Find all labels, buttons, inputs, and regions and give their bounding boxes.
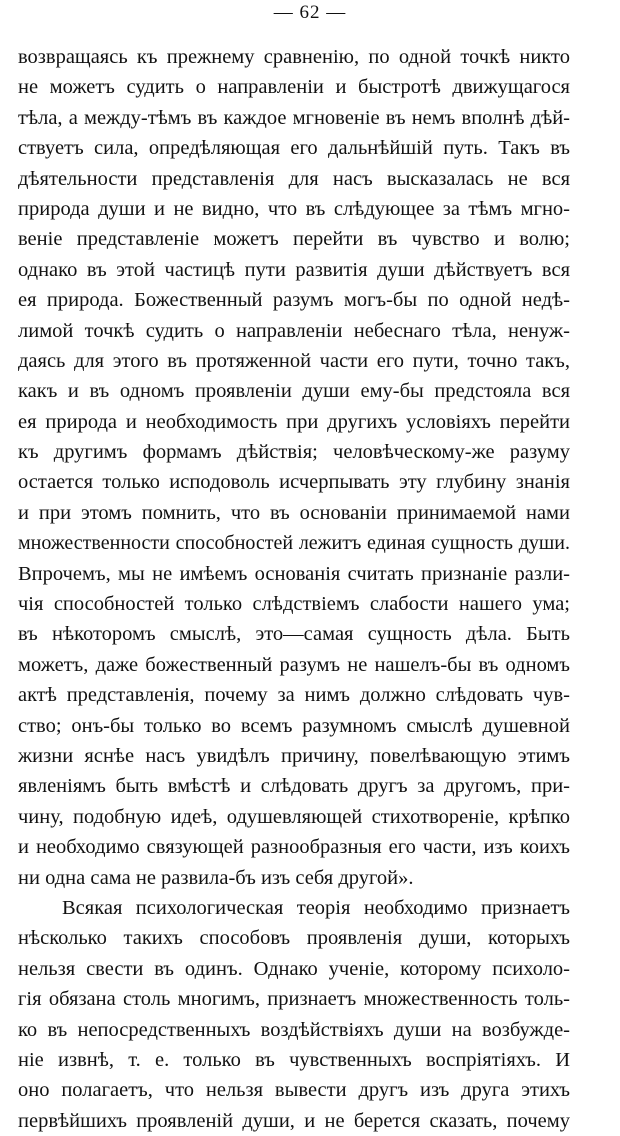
text-line: нельзя свести въ одинъ. Однако ученіе, которому психоло- [18,957,570,980]
text-line: дѣятельности представленія для насъ высказалась не вся [18,167,570,190]
page-number: — 62 — [273,2,347,23]
text-line: ствуетъ сила, опредѣляющая его дальнѣйшій путь. Такъ въ [18,137,570,160]
text-line: чину, подобную идеѣ, одушевляющей стихотвореніе, крѣпко [18,805,570,828]
text-line: Впрочемъ, мы не имѣемъ основанія считать признаніе разли- [18,562,570,585]
text-line: веніе представленіе можетъ перейти въ чувство и волю; [18,228,570,251]
text-line: нѣсколько такихъ способовъ проявленія души, которыхъ [18,927,570,950]
text-line: лимой точкѣ судить о направленіи небеснаго тѣла, ненуж- [18,319,570,342]
text-line: ни одна сама не развила-бъ изъ себя другой». [18,866,414,889]
body-text [18,42,570,1136]
text-line: ство; онъ-бы только во всемъ разумномъ смыслѣ душевной [18,714,570,737]
text-line: множественности способностей лежитъ единая сущность души. [18,532,570,555]
text-line: первѣйшихъ проявленій души, и не берется сказать, почему [18,1109,570,1132]
text-line: оно полагаетъ, что нельзя вывести другъ изъ друга этихъ [18,1079,570,1102]
text-line: можетъ, даже божественный разумъ не нашелъ-бы въ одномъ [18,653,570,676]
text-line: возвращаясь къ прежнему сравненію, по одной точкѣ никто [18,46,570,68]
text-line: природа души и не видно, что въ слѣдующее за тѣмъ мгно- [18,197,570,220]
text-line: чія способностей только слѣдствіемъ слабости нашего ума; [18,593,570,616]
text-line: ея природа и необходимость при другихъ условіяхъ перейти [18,410,570,433]
text-line: Всякая психологическая теорія необходимо признаетъ [62,896,570,919]
text-line: даясь для этого въ протяженной части его пути, точно такъ, [18,349,570,372]
text-line: и необходимо связующей разнообразныя его части, изъ коихъ [18,836,570,859]
text-line: актѣ представленія, почему за нимъ должно слѣдовать чув- [18,684,570,707]
text-line: какъ и въ одномъ проявленіи души ему-бы предстояла вся [18,380,570,403]
text-line: тѣла, а между-тѣмъ въ каждое мгновеніе въ немъ вполнѣ дѣй- [18,106,570,129]
text-line: жизни яснѣе насъ увидѣлъ причину, повелѣвающую этимъ [18,744,570,767]
text-line: однако въ этой частицѣ пути развитія души дѣйствуетъ вся [18,258,570,281]
text-line: ко въ непосредственныхъ воздѣйствіяхъ души на возбужде- [18,1018,570,1041]
text-line: и при этомъ помнить, что въ основаніи принимаемой нами [18,501,570,524]
text-line: ея природа. Божественный разумъ могъ-бы по одной недѣ- [18,289,570,312]
text-line: въ нѣкоторомъ смыслѣ, это—самая сущность дѣла. Быть [18,623,570,646]
text-line: остается только исподоволь исчерпывать эту глубину знанія [18,471,570,494]
text-line: ніе извнѣ, т. е. только въ чувственныхъ воспріятіяхъ. И [18,1048,570,1071]
text-line: не можетъ судить о направленіи и быстротѣ движущагося [18,76,570,99]
text-line: гія обязана столь многимъ, признаетъ множественность толь- [18,988,570,1011]
text-line: явленіямъ быть вмѣстѣ и слѣдовать другъ за другомъ, при- [18,775,570,798]
text-line: къ другимъ формамъ дѣйствія; человѣческому-же разуму [18,441,570,464]
